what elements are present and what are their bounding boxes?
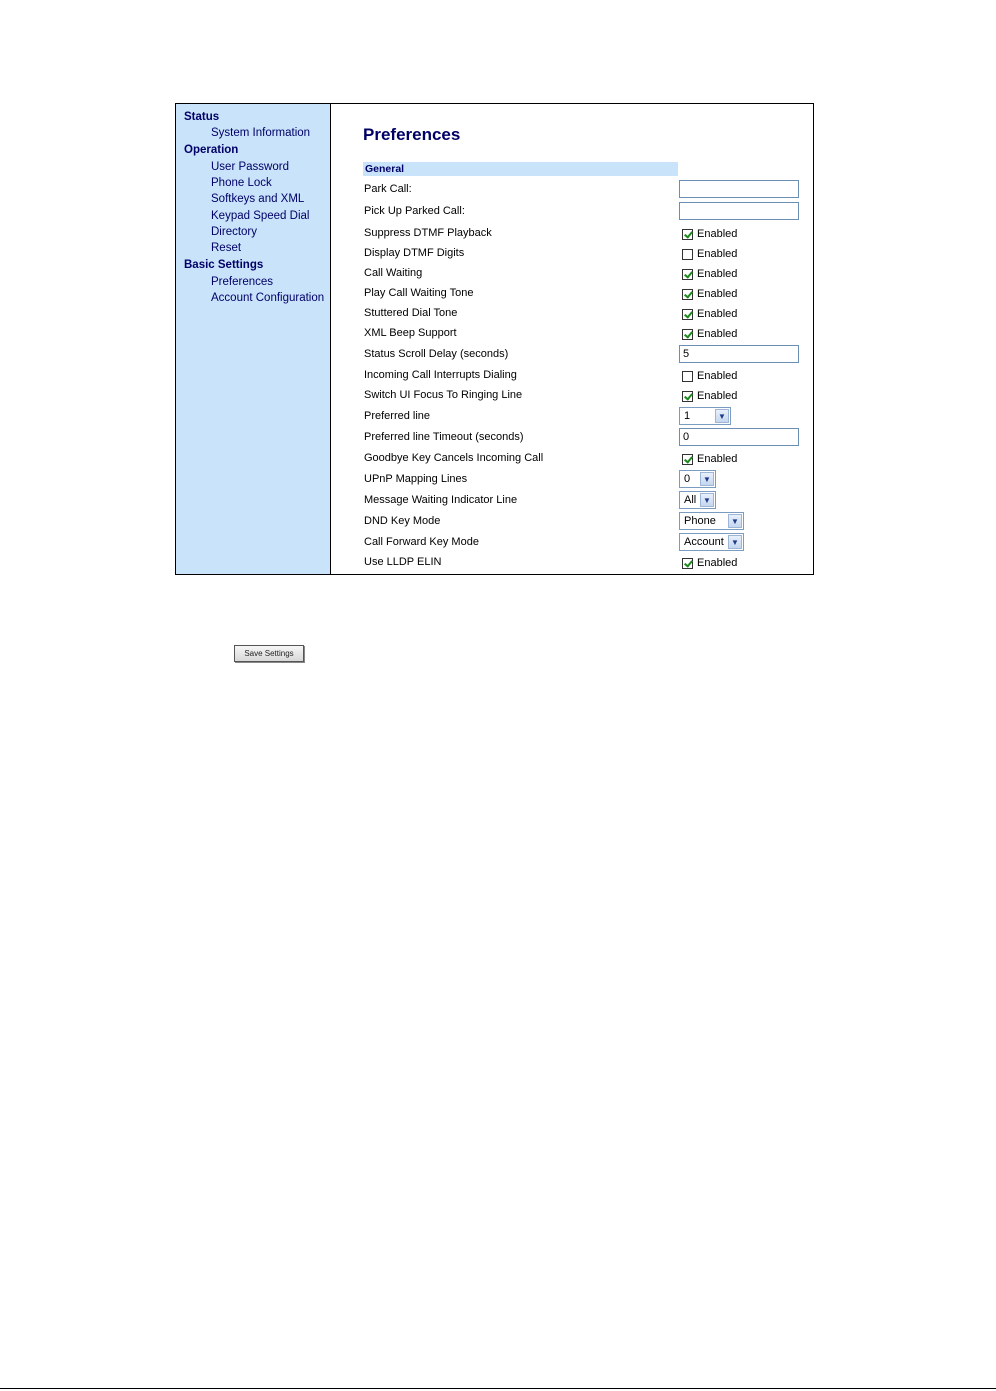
stuttered-dial-tone-checkbox[interactable] xyxy=(682,309,693,320)
chevron-down-icon[interactable]: ▼ xyxy=(728,514,742,528)
sidebar-heading-status[interactable]: Status xyxy=(184,111,220,123)
enabled-label: Enabled xyxy=(697,308,738,320)
chevron-down-icon[interactable]: ▼ xyxy=(700,472,714,486)
sidebar-item-preferences[interactable]: Preferences xyxy=(211,276,274,288)
status-scroll-delay-seconds-label: Status Scroll Delay (seconds) xyxy=(364,348,509,360)
select-value: 1 xyxy=(684,410,691,422)
incoming-call-interrupts-dialing-toggle[interactable] xyxy=(682,370,737,383)
incoming-call-interrupts-dialing-checkbox[interactable] xyxy=(682,371,693,382)
stuttered-dial-tone-label: Stuttered Dial Tone xyxy=(364,307,458,319)
display-dtmf-digits-label: Display DTMF Digits xyxy=(364,247,465,259)
chevron-down-icon[interactable]: ▼ xyxy=(728,535,742,549)
switch-ui-focus-to-ringing-line-label: Switch UI Focus To Ringing Line xyxy=(364,389,523,401)
message-waiting-indicator-line-label: Message Waiting Indicator Line xyxy=(364,494,518,506)
sidebar-heading-operation[interactable]: Operation xyxy=(184,144,239,156)
xml-beep-support-checkbox[interactable] xyxy=(682,329,693,340)
save-settings-button[interactable]: Save Settings xyxy=(234,645,304,662)
stuttered-dial-tone-toggle[interactable] xyxy=(682,308,737,321)
switch-ui-focus-to-ringing-line-toggle[interactable] xyxy=(682,390,737,403)
dnd-key-mode-label: DND Key Mode xyxy=(364,515,441,527)
select-value: Account xyxy=(684,536,724,548)
pick-up-parked-call-label: Pick Up Parked Call: xyxy=(364,205,465,217)
xml-beep-support-toggle[interactable] xyxy=(682,328,737,341)
select-value: 0 xyxy=(684,473,691,485)
select-value: All xyxy=(684,494,697,506)
suppress-dtmf-playback-toggle[interactable] xyxy=(682,228,737,241)
enabled-label: Enabled xyxy=(697,453,738,465)
suppress-dtmf-playback-label: Suppress DTMF Playback xyxy=(364,227,492,239)
park-call-input[interactable] xyxy=(679,180,799,198)
sidebar-item-keypad-speed-dial[interactable]: Keypad Speed Dial xyxy=(211,210,310,222)
sidebar-item-user-password[interactable]: User Password xyxy=(211,161,289,173)
goodbye-key-cancels-incoming-call-checkbox[interactable] xyxy=(682,454,693,465)
call-waiting-label: Call Waiting xyxy=(364,267,423,279)
sidebar-item-system-information[interactable]: System Information xyxy=(211,127,311,139)
call-waiting-toggle[interactable] xyxy=(682,268,737,281)
chevron-down-icon[interactable]: ▼ xyxy=(700,493,714,507)
suppress-dtmf-playback-checkbox[interactable] xyxy=(682,229,693,240)
status-scroll-delay-seconds-input[interactable]: 5 xyxy=(679,345,799,363)
sidebar-item-softkeys-and-xml[interactable]: Softkeys and XML xyxy=(211,193,305,205)
preferred-line-timeout-seconds-label: Preferred line Timeout (seconds) xyxy=(364,431,524,443)
preferred-line-select[interactable] xyxy=(679,407,731,425)
sidebar-item-reset[interactable]: Reset xyxy=(211,242,242,254)
message-waiting-indicator-line-select[interactable] xyxy=(679,491,716,509)
use-lldp-elin-checkbox[interactable] xyxy=(682,558,693,569)
page-bottom-rule xyxy=(0,1388,996,1389)
enabled-label: Enabled xyxy=(697,390,738,402)
pick-up-parked-call-input[interactable] xyxy=(679,202,799,220)
preferred-line-label: Preferred line xyxy=(364,410,431,422)
settings-window xyxy=(175,103,814,575)
chevron-down-icon[interactable]: ▼ xyxy=(715,409,729,423)
call-forward-key-mode-select[interactable] xyxy=(679,533,744,551)
sidebar-item-directory[interactable]: Directory xyxy=(211,226,258,238)
play-call-waiting-tone-toggle[interactable] xyxy=(682,288,737,301)
enabled-label: Enabled xyxy=(697,248,738,260)
call-waiting-checkbox[interactable] xyxy=(682,269,693,280)
park-call-label: Park Call: xyxy=(364,183,412,195)
enabled-label: Enabled xyxy=(697,557,738,569)
display-dtmf-digits-toggle[interactable] xyxy=(682,248,737,261)
sidebar-heading-basic-settings[interactable]: Basic Settings xyxy=(184,259,264,271)
call-forward-key-mode-label: Call Forward Key Mode xyxy=(364,536,479,548)
enabled-label: Enabled xyxy=(697,328,738,340)
section-header-general xyxy=(363,162,678,176)
upnp-mapping-lines-select[interactable] xyxy=(679,470,716,488)
enabled-label: Enabled xyxy=(697,370,738,382)
sidebar-item-account-configuration[interactable]: Account Configuration xyxy=(211,292,325,304)
section-label: General xyxy=(365,163,405,175)
page-title: Preferences xyxy=(363,125,461,144)
enabled-label: Enabled xyxy=(697,288,738,300)
sidebar-nav xyxy=(176,104,331,574)
use-lldp-elin-toggle[interactable] xyxy=(682,557,737,570)
switch-ui-focus-to-ringing-line-checkbox[interactable] xyxy=(682,391,693,402)
goodbye-key-cancels-incoming-call-toggle[interactable] xyxy=(682,453,737,466)
upnp-mapping-lines-label: UPnP Mapping Lines xyxy=(364,473,468,485)
select-value: Phone xyxy=(684,515,716,527)
dnd-key-mode-select[interactable] xyxy=(679,512,744,530)
enabled-label: Enabled xyxy=(697,268,738,280)
xml-beep-support-label: XML Beep Support xyxy=(364,327,457,339)
sidebar-item-phone-lock[interactable]: Phone Lock xyxy=(211,177,272,189)
incoming-call-interrupts-dialing-label: Incoming Call Interrupts Dialing xyxy=(364,369,517,381)
enabled-label: Enabled xyxy=(697,228,738,240)
goodbye-key-cancels-incoming-call-label: Goodbye Key Cancels Incoming Call xyxy=(364,452,544,464)
use-lldp-elin-label: Use LLDP ELIN xyxy=(364,556,442,568)
play-call-waiting-tone-label: Play Call Waiting Tone xyxy=(364,287,474,299)
preferred-line-timeout-seconds-input[interactable]: 0 xyxy=(679,428,799,446)
preferences-panel xyxy=(331,104,813,574)
play-call-waiting-tone-checkbox[interactable] xyxy=(682,289,693,300)
display-dtmf-digits-checkbox[interactable] xyxy=(682,249,693,260)
